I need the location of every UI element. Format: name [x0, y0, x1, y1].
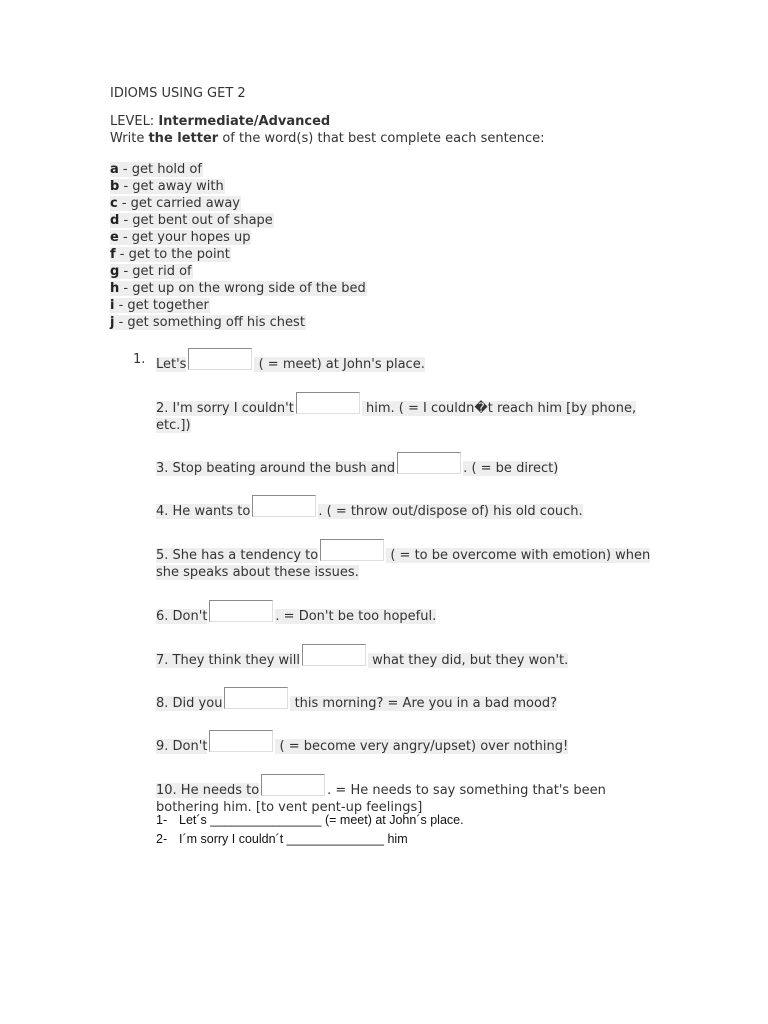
option-item — [110, 314, 367, 331]
instructions-pre: Write — [110, 131, 149, 146]
answer-blank-9[interactable] — [209, 730, 273, 752]
instructions — [110, 131, 544, 146]
option-text: - get up on the wrong side of the bed — [119, 281, 366, 296]
answer-line-2 — [156, 832, 408, 846]
option-item — [110, 178, 367, 195]
option-item — [110, 195, 367, 212]
worksheet-title: IDIOMS USING GET 2 — [110, 86, 246, 101]
option-item — [110, 263, 367, 280]
options-list — [110, 161, 367, 331]
option-text: - get hold of — [118, 162, 202, 177]
answer-line-2-text: I´m sorry I couldn´t ______________ him — [179, 832, 408, 846]
answer-blank-4[interactable] — [252, 495, 316, 517]
question-1-before: Let's — [156, 357, 187, 372]
question-4-after: . ( = throw out/dispose of) his old couch. — [318, 504, 583, 519]
answer-blank-8[interactable] — [224, 687, 288, 709]
option-text: - get your hopes up — [118, 230, 251, 245]
question-1-number: 1. — [133, 352, 146, 367]
question-4-before: 4. He wants to — [156, 504, 251, 519]
option-letter: f — [110, 247, 116, 262]
question-1-after: ( = meet) at John's place. — [254, 357, 425, 372]
answer-blank-6[interactable] — [209, 600, 273, 622]
question-7-before: 7. They think they will — [156, 653, 301, 668]
option-text: - get rid of — [119, 264, 192, 279]
answer-line-1 — [156, 813, 464, 827]
option-item — [110, 229, 367, 246]
answer-blank-1[interactable] — [188, 348, 252, 370]
question-10-after: . = He needs to say something that's been bothering him. [to vent pent-up feelings] — [156, 783, 606, 815]
question-10-before: 10. He needs to — [156, 783, 260, 798]
instructions-bold: the letter — [148, 131, 219, 146]
option-letter: a — [110, 162, 119, 177]
question-2-before: 2. I'm sorry I couldn't — [156, 401, 294, 416]
option-letter: c — [110, 196, 118, 211]
question-8-after: this morning? = Are you in a bad mood? — [290, 696, 558, 711]
level-value: Intermediate/Advanced — [158, 114, 331, 129]
question-6-after: . = Don't be too hopeful. — [275, 609, 437, 624]
option-letter: b — [110, 179, 120, 194]
question-6-before: 6. Don't — [156, 609, 208, 624]
question-4 — [156, 495, 656, 520]
option-text: - get bent out of shape — [119, 213, 273, 228]
question-2 — [156, 392, 656, 434]
instructions-post: of the word(s) that best complete each sentence: — [218, 131, 545, 146]
level-label: LEVEL: — [110, 114, 159, 129]
option-text: - get together — [114, 298, 209, 313]
option-letter: g — [110, 264, 120, 279]
level-line — [110, 114, 330, 129]
question-5-after: ( = to be overcome with emotion) when she speaks about these issues. — [156, 548, 651, 580]
question-3-before: 3. Stop beating around the bush and — [156, 461, 396, 476]
answer-blank-10[interactable] — [261, 774, 325, 796]
question-7-after: what they did, but they won't. — [368, 653, 569, 668]
question-6 — [156, 600, 656, 625]
option-text: - get to the point — [115, 247, 230, 262]
question-8-before: 8. Did you — [156, 696, 223, 711]
question-9-before: 9. Don't — [156, 739, 208, 754]
question-3-after: . ( = be direct) — [463, 461, 559, 476]
question-9 — [156, 730, 656, 755]
option-letter: d — [110, 213, 120, 228]
option-letter: i — [110, 298, 115, 313]
option-item — [110, 246, 367, 263]
answer-blank-2[interactable] — [296, 392, 360, 414]
answer-blank-7[interactable] — [302, 644, 366, 666]
question-2-after: him. ( = I couldn�t reach him [by phone, etc.]) — [156, 401, 637, 433]
option-item — [110, 280, 367, 297]
question-5-before: 5. She has a tendency to — [156, 548, 319, 563]
answer-line-1-number: 1- — [156, 813, 168, 827]
question-10 — [156, 774, 656, 816]
question-5 — [156, 539, 656, 581]
answer-blank-5[interactable] — [320, 539, 384, 561]
answer-blank-3[interactable] — [397, 452, 461, 474]
option-letter: j — [110, 315, 115, 330]
question-1 — [156, 348, 656, 373]
question-7 — [156, 644, 656, 669]
option-text: - get something off his chest — [114, 315, 305, 330]
question-9-after: ( = become very angry/upset) over nothing! — [275, 739, 569, 754]
option-letter: h — [110, 281, 120, 296]
option-item — [110, 161, 367, 178]
option-item — [110, 297, 367, 314]
question-3 — [156, 452, 656, 477]
option-letter: e — [110, 230, 119, 245]
answer-line-2-number: 2- — [156, 832, 168, 846]
option-item — [110, 212, 367, 229]
option-text: - get away with — [119, 179, 224, 194]
option-text: - get carried away — [117, 196, 240, 211]
question-8 — [156, 687, 656, 712]
answer-line-1-text: Let´s ________________ (= meet) at John´s place. — [179, 813, 464, 827]
